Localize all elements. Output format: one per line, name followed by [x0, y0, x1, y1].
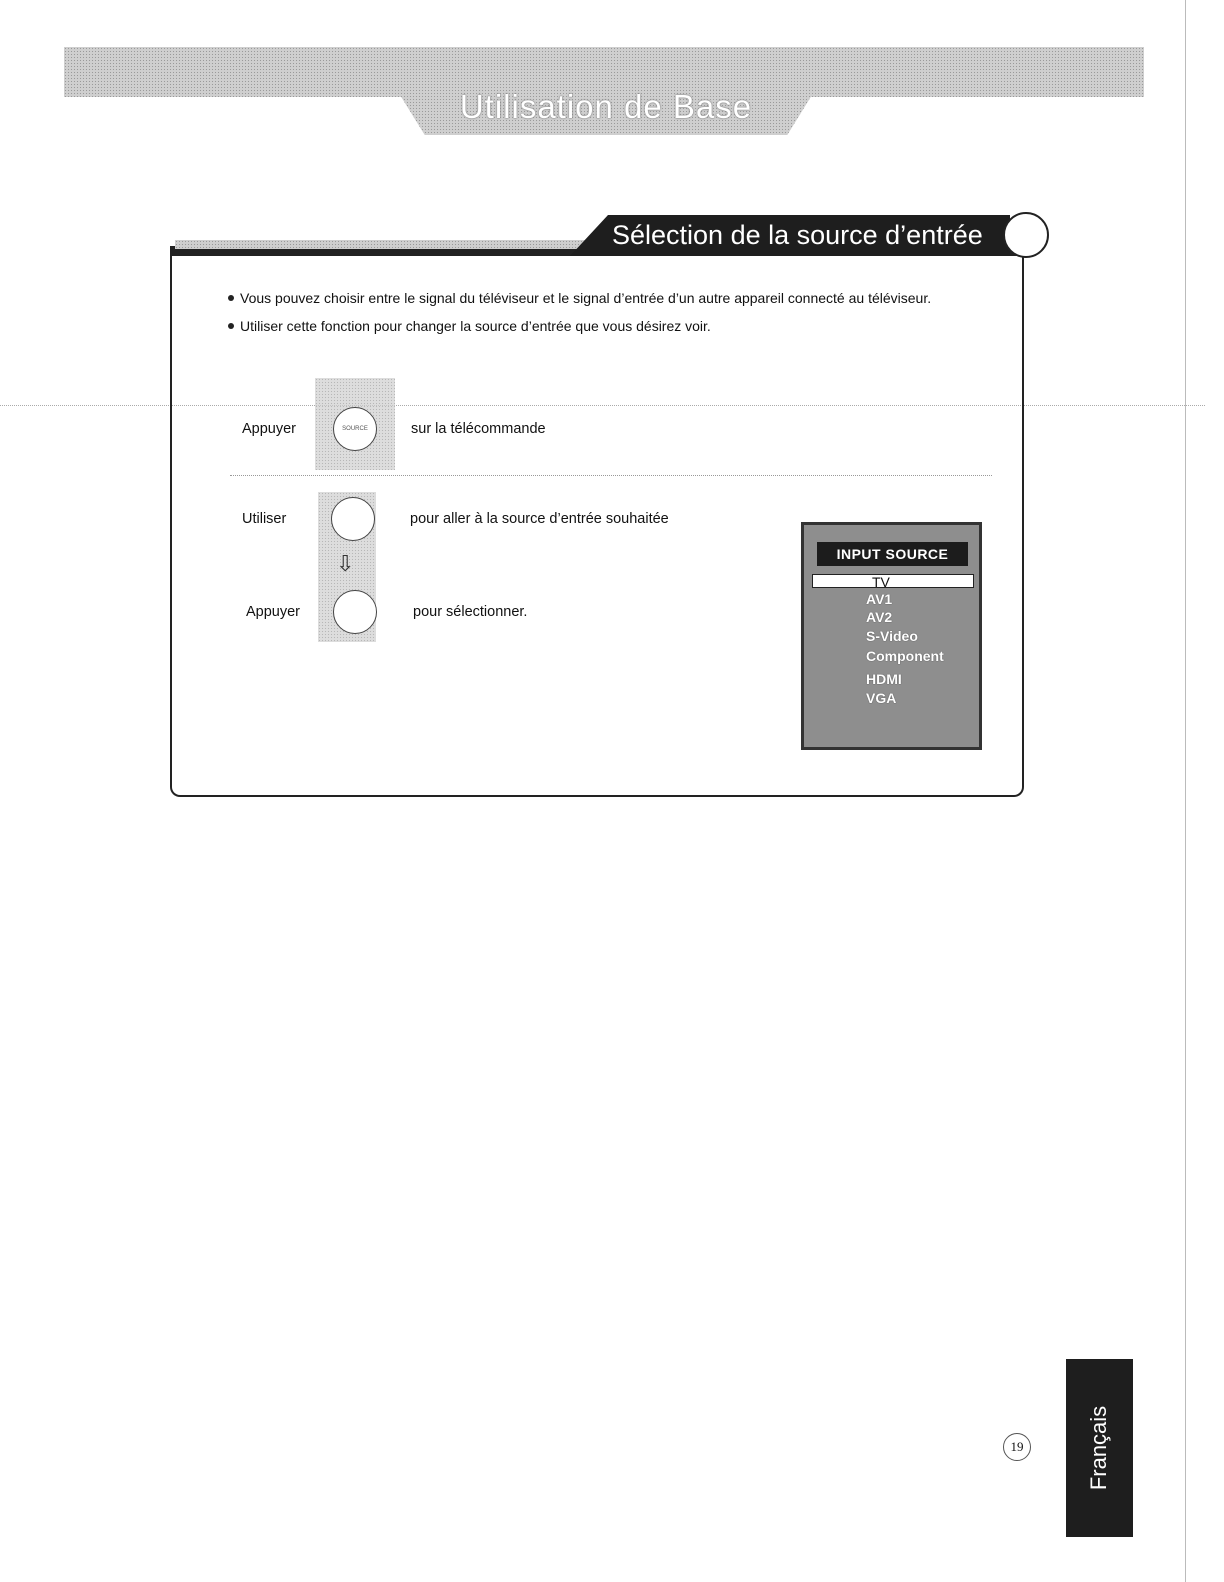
step1-text: sur la télécommande [411, 421, 546, 437]
up-down-button-icon [331, 497, 375, 541]
menu-item: AV2 [866, 609, 893, 625]
down-arrow-icon: ⇩ [336, 551, 355, 576]
menu-item: S-Video [866, 628, 918, 644]
bullet-item [228, 318, 711, 334]
selection-highlight [812, 574, 974, 588]
bullet-icon [228, 295, 234, 301]
margin-rule [1185, 0, 1186, 1582]
menu-item: VGA [866, 690, 897, 706]
section-circle-icon [1003, 212, 1049, 258]
input-source-menu [801, 522, 982, 750]
chapter-title: Utilisation de Base [459, 88, 753, 125]
menu-item-selected: TV [872, 574, 890, 590]
section-title: Sélection de la source d’entrée [612, 220, 983, 250]
bullet-icon [228, 323, 234, 329]
step1-label: Appuyer [242, 421, 297, 437]
bullet-item [228, 290, 931, 306]
step3-text: pour sélectionner. [413, 604, 528, 620]
section-bar-pattern [175, 240, 595, 249]
source-button-icon [333, 407, 377, 451]
step2-label: Utiliser [242, 511, 287, 527]
bullet-text: Vous pouvez choisir entre le signal du téléviseur et le signal d’entrée d’un autre appareil connecté au téléviseur. [240, 290, 932, 306]
step2-text: pour aller à la source d’entrée souhaitée [410, 511, 669, 527]
source-button-label: SOURCE [342, 426, 368, 432]
step-divider [230, 475, 992, 476]
enter-button-icon [333, 590, 377, 634]
page-number: 19 [1003, 1433, 1031, 1461]
menu-item: AV1 [866, 591, 893, 607]
language-label: Français [1086, 1405, 1111, 1491]
menu-title: INPUT SOURCE [817, 542, 968, 566]
step3-label: Appuyer [246, 604, 301, 620]
menu-item: Component [866, 648, 944, 664]
bullet-text: Utiliser cette fonction pour changer la source d’entrée que vous désirez voir. [240, 318, 711, 334]
menu-item: HDMI [866, 671, 902, 687]
